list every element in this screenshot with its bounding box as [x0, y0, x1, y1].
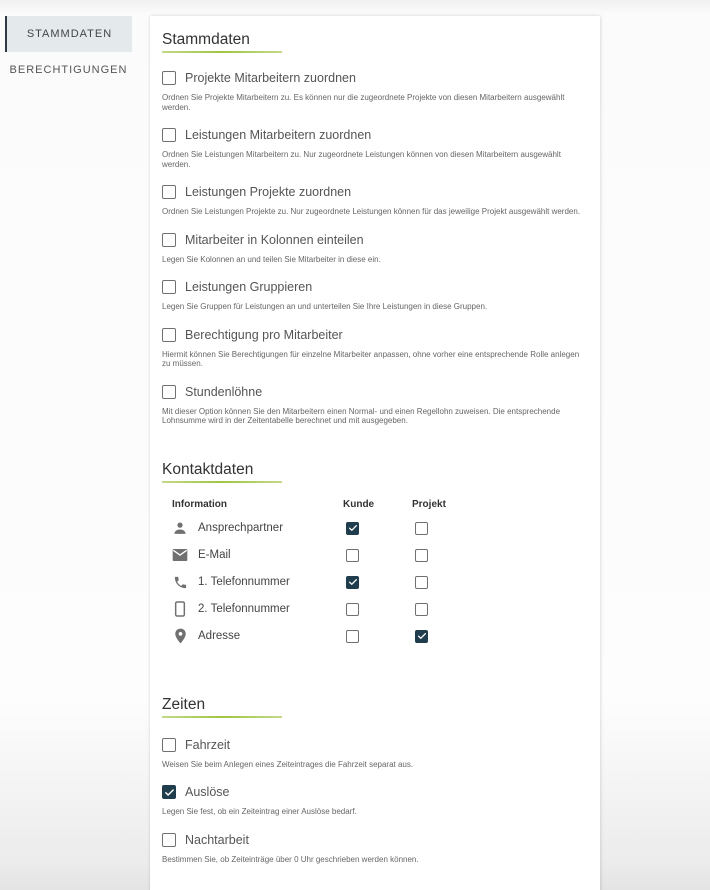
section-underline — [162, 51, 282, 53]
option-label: Leistungen Projekte zuordnen — [185, 185, 352, 199]
option-nachtarbeit — [162, 831, 588, 865]
checkbox-leistungen-projekte-zuordnen[interactable] — [162, 185, 176, 199]
sidebar-item-stammdaten[interactable]: STAMMDATEN — [5, 16, 132, 52]
option-description: Ordnen Sie Leistungen Projekte zu. Nur zugeordnete Leistungen können für das jeweilige Projekt ausgewählt werden. — [162, 207, 581, 216]
option-description: Weisen Sie beim Anlegen eines Zeiteintrages die Fahrzeit separat aus. — [162, 759, 414, 769]
option-toggle[interactable] — [162, 736, 588, 754]
checkbox-projekt-adresse[interactable] — [415, 630, 428, 643]
option-berechtigung-pro-mitarbeiter — [162, 326, 588, 369]
checkbox-auslöse[interactable] — [162, 785, 176, 799]
row-label: E-Mail — [198, 549, 231, 561]
section-underline — [162, 481, 282, 483]
option-fahrzeit — [162, 736, 588, 770]
section-title-text: Stammdaten — [162, 31, 250, 48]
checkbox-kunde-adresse[interactable] — [346, 630, 359, 643]
option-label: Leistungen Mitarbeitern zuordnen — [185, 128, 372, 142]
table-row — [172, 542, 588, 569]
table-row — [172, 515, 588, 542]
checkbox-berechtigung-pro-mitarbeiter[interactable] — [162, 328, 176, 342]
option-toggle[interactable] — [162, 231, 588, 249]
section-title-zeiten — [162, 681, 588, 718]
option-description: Hiermit können Sie Berechtigungen für einzelne Mitarbeiter anpassen, ohne vorher eine entsprechende Rolle anlegen zu müssen. — [162, 349, 580, 368]
checkbox-stundenlöhne[interactable] — [162, 385, 176, 399]
row-label: Adresse — [198, 630, 241, 642]
option-toggle[interactable] — [162, 783, 588, 801]
option-description: Bestimmen Sie, ob Zeiteinträge über 0 Uhr geschrieben werden können. — [162, 854, 419, 864]
checkbox-fahrzeit[interactable] — [162, 738, 176, 752]
checkbox-projekt-e-mail[interactable] — [415, 549, 428, 562]
header-kunde: Kunde — [343, 499, 375, 510]
option-description: Ordnen Sie Leistungen Mitarbeitern zu. Nur zugeordnete Leistungen können von diesen Mitarbeitern ausgewählt werden. — [162, 150, 561, 169]
checkbox-nachtarbeit[interactable] — [162, 833, 176, 847]
checkbox-leistungen-gruppieren[interactable] — [162, 280, 176, 294]
option-toggle[interactable] — [162, 126, 588, 144]
option-label: Leistungen Gruppieren — [185, 280, 313, 294]
option-label: Fahrzeit — [185, 737, 231, 752]
checkbox-kunde-ansprechpartner[interactable] — [346, 522, 359, 535]
checkbox-mitarbeiter-in-kolonnen-einteilen[interactable] — [162, 233, 176, 247]
option-description: Mit dieser Option können Sie den Mitarbeitern einen Normal- und einen Regellohn zuweisen. Die entsprechende Lohnsumme wird in der Zeitentabelle berechnet und mit ausgegeben. — [162, 406, 561, 425]
section-underline — [162, 716, 282, 718]
phone-icon — [172, 574, 188, 590]
option-leistungen-mitarbeitern-zuordnen — [162, 126, 588, 169]
option-toggle[interactable] — [162, 278, 588, 296]
option-projekte-mitarbeitern-zuordnen — [162, 69, 588, 112]
table-row — [172, 596, 588, 623]
person-icon — [172, 520, 188, 536]
option-label: Nachtarbeit — [185, 832, 249, 847]
mail-icon — [172, 547, 188, 563]
checkbox-projekt-1-telefonnummer[interactable] — [415, 576, 428, 589]
table-row — [172, 623, 588, 650]
section-title-stammdaten — [162, 16, 588, 53]
option-toggle[interactable] — [162, 69, 588, 87]
checkbox-projekte-mitarbeitern-zuordnen[interactable] — [162, 71, 176, 85]
checkbox-projekt-2-telefonnummer[interactable] — [415, 603, 428, 616]
table-row — [172, 569, 588, 596]
option-leistungen-gruppieren — [162, 278, 588, 312]
option-label: Projekte Mitarbeitern zuordnen — [185, 71, 356, 85]
location-pin-icon — [172, 628, 188, 644]
checkbox-kunde-e-mail[interactable] — [346, 549, 359, 562]
checkbox-kunde-2-telefonnummer[interactable] — [346, 603, 359, 616]
option-description: Legen Sie Gruppen für Leistungen an und unterteilen Sie Ihre Leistungen in diese Gruppen. — [162, 302, 488, 311]
option-toggle[interactable] — [162, 326, 588, 344]
option-auslöse — [162, 783, 588, 817]
checkbox-kunde-1-telefonnummer[interactable] — [346, 576, 359, 589]
option-toggle[interactable] — [162, 383, 588, 401]
option-mitarbeiter-in-kolonnen-einteilen — [162, 231, 588, 265]
header-information: Information — [172, 499, 227, 510]
option-toggle[interactable] — [162, 183, 588, 201]
option-description: Legen Sie fest, ob ein Zeiteintrag einer Auslöse bedarf. — [162, 807, 357, 816]
section-title-kontaktdaten — [162, 446, 588, 483]
option-toggle[interactable] — [162, 831, 588, 849]
header-projekt: Projekt — [412, 499, 446, 510]
section-title-text: Zeiten — [162, 695, 206, 713]
sidebar-item-berechtigungen[interactable]: BERECHTIGUNGEN — [9, 64, 128, 76]
option-label: Berechtigung pro Mitarbeiter — [185, 327, 343, 342]
checkbox-leistungen-mitarbeitern-zuordnen[interactable] — [162, 128, 176, 142]
option-label: Mitarbeiter in Kolonnen einteilen — [185, 232, 364, 247]
row-label: Ansprechpartner — [198, 522, 284, 534]
option-label: Stundenlöhne — [185, 384, 263, 399]
settings-card — [150, 16, 600, 890]
table-header — [172, 495, 588, 515]
option-leistungen-projekte-zuordnen — [162, 183, 588, 217]
smartphone-icon — [172, 601, 188, 617]
option-description: Legen Sie Kolonnen an und teilen Sie Mitarbeiter in diese ein. — [162, 254, 381, 264]
option-description: Ordnen Sie Projekte Mitarbeitern zu. Es können nur die zugeordnete Projekte von diesen Mitarbeitern ausgewählt werden. — [162, 93, 565, 112]
sidebar-nav — [5, 16, 132, 88]
row-label: 2. Telefonnummer — [198, 603, 290, 615]
row-label: 1. Telefonnummer — [198, 576, 290, 588]
option-label: Auslöse — [185, 785, 230, 799]
option-stundenlöhne — [162, 383, 588, 426]
checkbox-projekt-ansprechpartner[interactable] — [415, 522, 428, 535]
contact-permissions-table — [172, 495, 588, 650]
section-title-text: Kontaktdaten — [162, 460, 254, 478]
